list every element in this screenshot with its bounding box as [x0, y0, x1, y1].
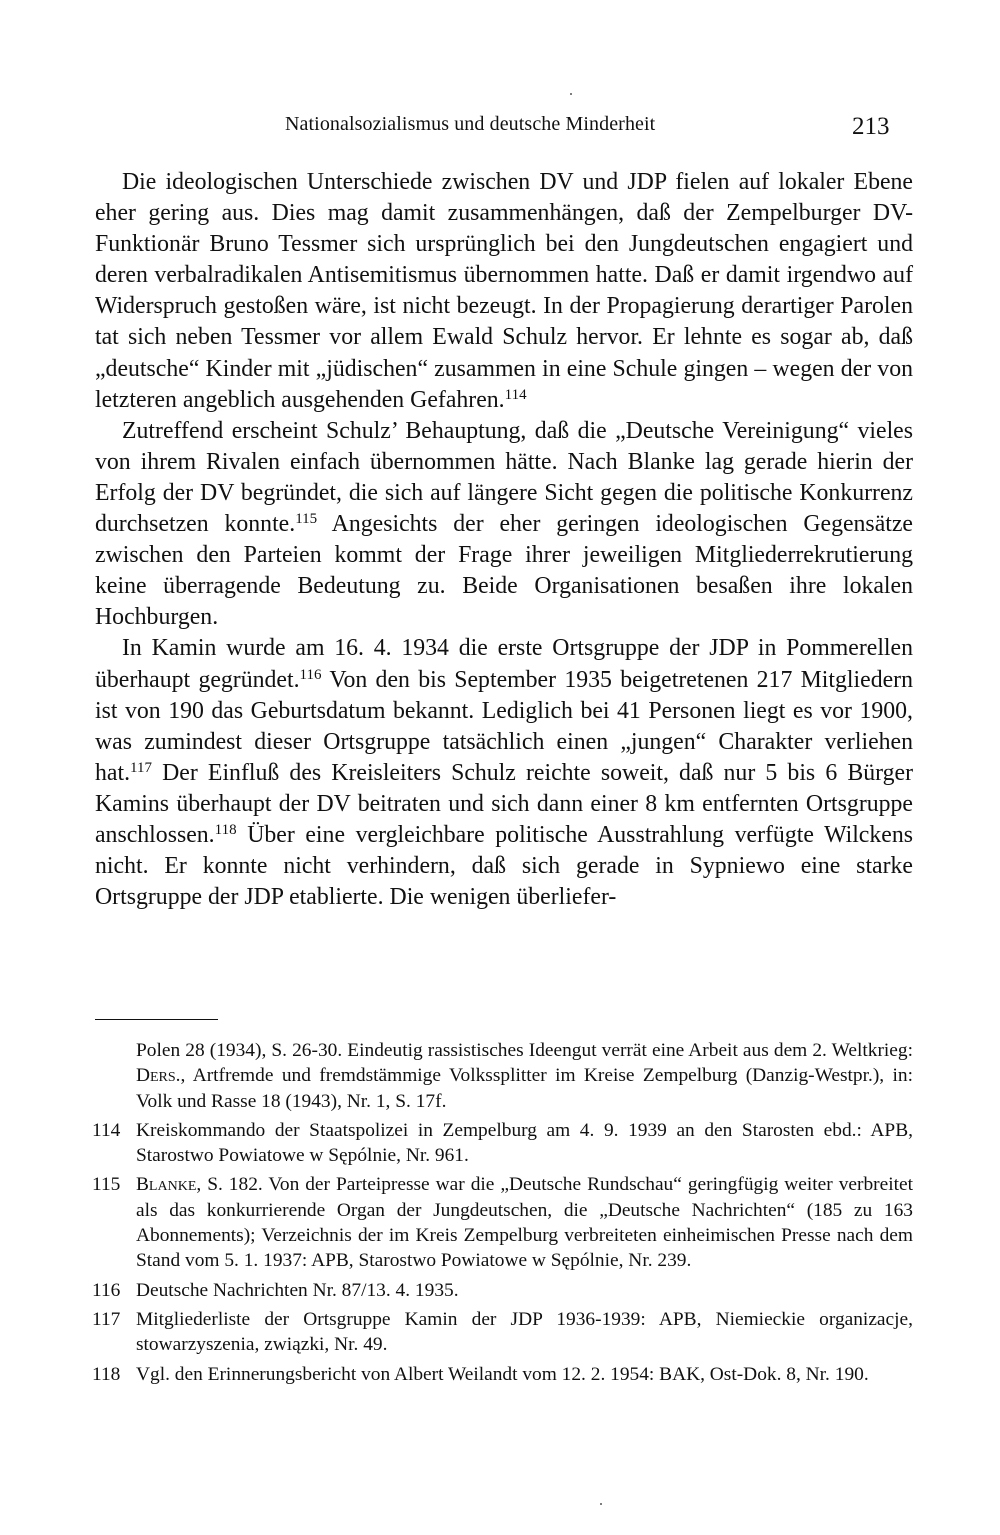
footnote-ref: 118 — [214, 821, 237, 838]
footnote-text: Vgl. den Erinnerungsbericht von Albert Weilandt vom 12. 2. 1954: BAK, Ost-Dok. 8, Nr. 190. — [136, 1363, 869, 1385]
body-text — [95, 167, 913, 913]
text-run: Der Einfluß des Kreisleiters Schulz reichte soweit, daß nur 5 bis 6 Bürger Kamins überhaupt der DV beitraten und sich dann einer 8 km entfernten Ortsgruppe anschlossen. — [95, 759, 913, 848]
scan-speck — [570, 93, 572, 95]
footnote-text: Mitgliederliste der Ortsgruppe Kamin der JDP 1936-1939: APB, Niemieckie organizacje, stowarzyszenia, związki, Nr. 49. — [136, 1308, 913, 1356]
footnotes — [92, 1038, 913, 1391]
page-number: 213 — [852, 113, 890, 140]
footnote-ref: 115 — [295, 511, 318, 528]
paragraph — [95, 167, 913, 416]
footnote-number: 118 — [92, 1363, 121, 1385]
footnote-separator — [95, 1019, 218, 1020]
text-run: Von den bis September 1935 beigetretenen 217 Mitgliedern ist von 190 das Geburtsdatum bekannt. Lediglich bei 41 Personen liegt es vor 1900, was zumindest dieser Ortsgruppe tatsächlich einen „jungen“ Charakter verliehen hat. — [95, 666, 913, 786]
footnote-117 — [92, 1307, 913, 1358]
text-run: Über eine vergleichbare politische Ausstrahlung verfügte Wilckens nicht. Er konnte nicht verhindern, daß sich gerade in Sypniewo eine starke Ortsgruppe der JDP etablierte. Die wenigen überliefer- — [95, 821, 913, 911]
author-smallcaps: Ders. — [136, 1065, 181, 1087]
footnote-number: 114 — [92, 1119, 121, 1141]
footnote-text — [136, 1172, 913, 1273]
footnote-continuation — [92, 1038, 913, 1114]
text-run: Polen 28 (1934), S. 26-30. Eindeutig rassistisches Ideengut verrät eine Arbeit aus dem 2. Weltkrieg: — [136, 1040, 913, 1061]
scan-speck — [600, 1503, 602, 1505]
footnote-118 — [92, 1362, 913, 1387]
text-run: Die ideologischen Unterschiede zwischen DV und JDP fielen auf lokaler Ebene eher gering aus. Dies mag damit zusammenhängen, daß der Zempelburger DV-Funktionär Bruno Tessmer sich ursprünglich bei den Jungdeutschen engagiert und deren verbalradikalen Antisemitismus übernommen hatte. Daß er damit irgendwo auf Widerspruch gestoßen wäre, ist nicht bezeugt. In der Propagierung derartiger Parolen tat sich neben Tessmer vor allem Ewald Schulz hervor. Er lehnte es sogar ab, daß „deutsche“ Kinder mit „jüdischen“ zusammen in eine Schule gingen – wegen der von letzteren angeblich ausgehenden Gefahren. — [95, 169, 913, 413]
footnote-116 — [92, 1278, 913, 1303]
footnote-text: Kreiskommando der Staatspolizei in Zempelburg am 4. 9. 1939 an den Starosten ebd.: APB, Starostwo Powiatowe w Sępólnie, Nr. 961. — [136, 1119, 913, 1167]
footnote-115 — [92, 1172, 913, 1273]
author-smallcaps: Blanke — [136, 1174, 197, 1196]
text-run: , Artfremde und fremdstämmige Volkssplitter im Kreise Zempelburg (Danzig-Westpr.), in: Volk und Rasse 18 (1943), Nr. 1, S. 17f. — [136, 1065, 913, 1112]
text-run: Zutreffend erscheint Schulz’ Behauptung, daß die „Deutsche Vereinigung“ vieles von ihrem Rivalen einfach übernommen hätte. Nach Blanke lag gerade hierin der Erfolg der DV begründet, die sich auf längere Sicht gegen die politische Konkurrenz durchsetzen konnte. — [95, 417, 913, 538]
footnote-number: 117 — [92, 1308, 121, 1330]
text-run: In Kamin wurde am 16. 4. 1934 die erste Ortsgruppe der JDP in Pommerellen überhaupt gegründet. — [95, 635, 913, 693]
footnote-114 — [92, 1118, 913, 1169]
text-run: Angesichts der eher geringen ideologischen Gegensätze zwischen den Parteien kommt der Frage ihrer jeweiligen Mitgliederrekrutierung keine überragende Bedeutung zu. Beide Organisationen besaßen ihre lokalen Hochburgen. — [95, 511, 913, 631]
paragraph — [95, 633, 913, 913]
footnote-text: Deutsche Nachrichten Nr. 87/13. 4. 1935. — [136, 1279, 459, 1301]
text-run: , S. 182. Von der Parteipresse war die „Deutsche Rundschau“ geringfügig weiter verbreitet als das konkurrierende Organ der Jungdeutschen, die „Deutsche Nachrichten“ (185 zu 163 Abonnements); Verzeichnis der im Kreis Zempelburg verbreiteten einheimischen Presse nach dem Stand vom 5. 1. 1937: APB, Starostwo Powiatowe w Sępólnie, Nr. 239. — [136, 1174, 913, 1272]
footnote-ref: 116 — [299, 666, 322, 683]
running-head: Nationalsozialismus und deutsche Minderheit — [285, 113, 656, 135]
footnote-ref: 114 — [504, 386, 527, 403]
footnote-ref: 117 — [130, 759, 152, 776]
footnote-number: 116 — [92, 1279, 121, 1301]
paragraph — [95, 416, 913, 634]
footnote-number: 115 — [92, 1174, 121, 1196]
